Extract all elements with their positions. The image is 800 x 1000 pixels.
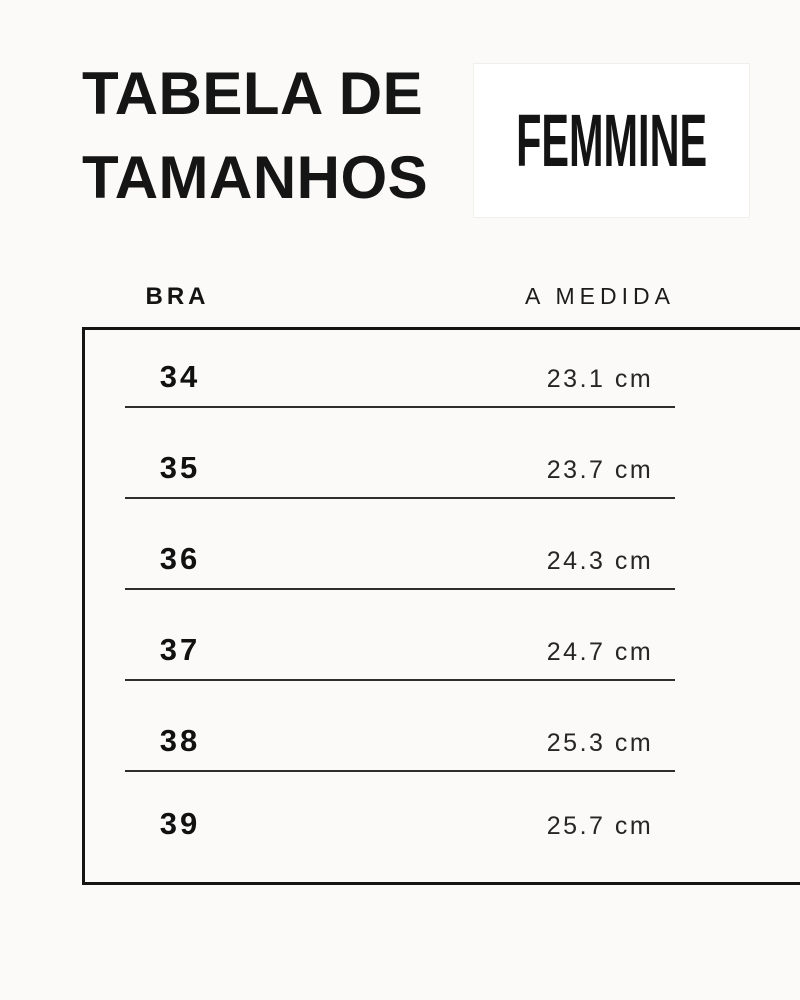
size-value: 39 — [159, 806, 201, 841]
table-row — [85, 771, 800, 882]
size-value: 38 — [159, 723, 201, 758]
size-table-body — [85, 330, 800, 882]
page-title-line1: TABELA DE — [82, 60, 424, 127]
column-header-measure: A MEDIDA — [525, 283, 675, 309]
brand-logo-text: FEMMINE — [515, 99, 708, 182]
measure-value: 23.1 cm — [546, 365, 654, 393]
brand-logo-card — [473, 63, 750, 218]
measure-value: 24.7 cm — [546, 638, 654, 666]
size-value: 35 — [159, 450, 201, 485]
table-column-headers — [0, 283, 800, 313]
measure-value: 25.7 cm — [546, 812, 654, 840]
size-value: 36 — [159, 541, 201, 576]
table-row — [85, 680, 800, 771]
size-value: 37 — [159, 632, 201, 667]
size-table — [82, 327, 800, 885]
table-row — [85, 498, 800, 589]
measure-value: 25.3 cm — [546, 729, 654, 757]
measure-value: 24.3 cm — [546, 547, 654, 575]
table-row — [85, 330, 800, 407]
page-title — [82, 52, 428, 220]
size-value: 34 — [159, 359, 201, 394]
column-header-size: BRA — [145, 283, 210, 310]
table-row — [85, 589, 800, 680]
measure-value: 23.7 cm — [546, 456, 654, 484]
table-row — [85, 407, 800, 498]
page-title-line2: TAMANHOS — [82, 144, 429, 211]
